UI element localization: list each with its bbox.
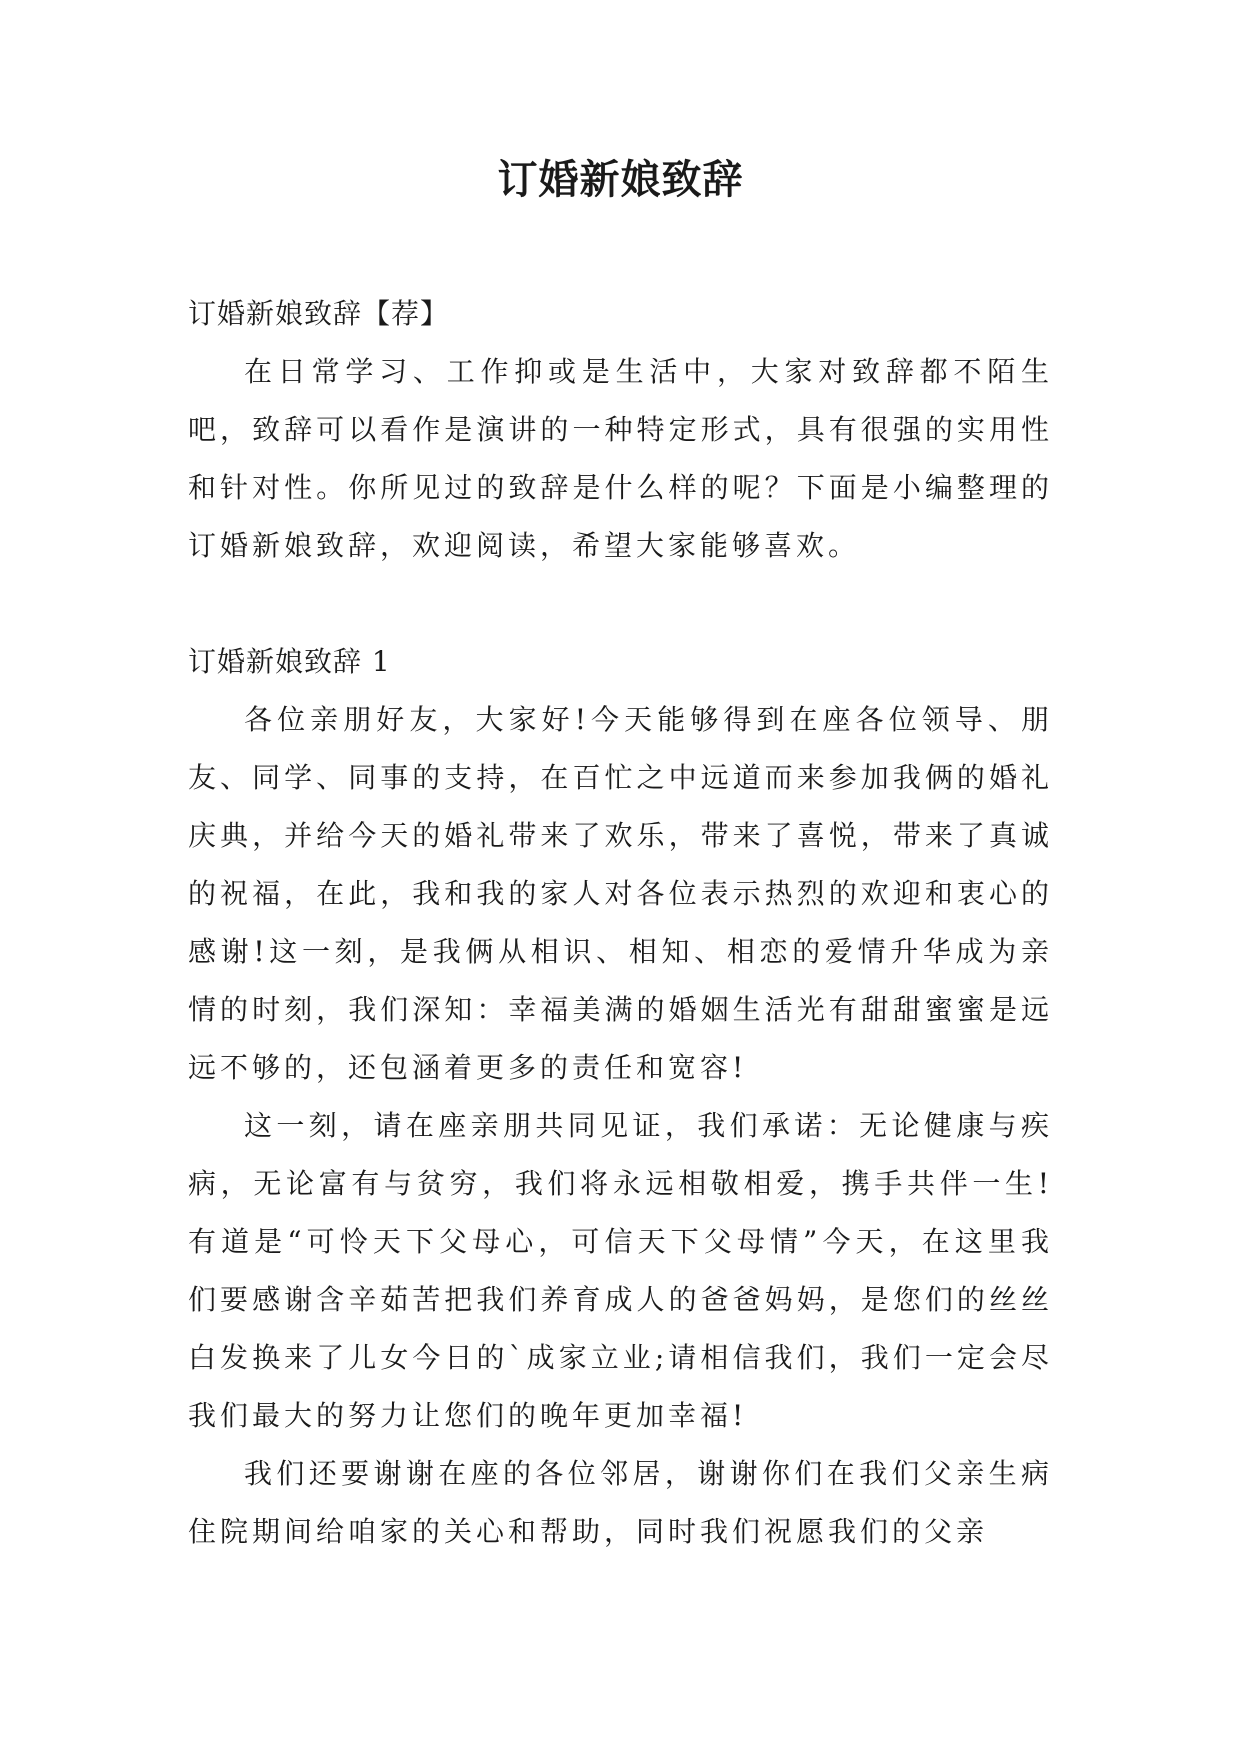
section-heading: 订婚新娘致辞 1 [188, 645, 391, 678]
document-body [188, 285, 1053, 1561]
section-paragraph-3: 我们还要谢谢在座的各位邻居，谢谢你们在我们父亲生病住院期间给咱家的关心和帮助，同时我们祝愿我们的父亲 [188, 1457, 1053, 1548]
document-title: 订婚新娘致辞 [497, 157, 744, 203]
intro-heading: 订婚新娘致辞【荐】 [188, 297, 450, 330]
section-paragraph-2: 这一刻，请在座亲朋共同见证，我们承诺：无论健康与疾病，无论富有与贫穷，我们将永远相敬相爱，携手共伴一生!有道是“可怜天下父母心，可信天下父母情”今天，在这里我们要感谢含辛茹苦把我们养育成人的爸爸妈妈，是您们的丝丝白发换来了儿女今日的`成家立业;请相信我们，我们一定会尽我们最大的努力让您们的晚年更加幸福! [188, 1109, 1053, 1432]
section-paragraph-1: 各位亲朋好友，大家好!今天能够得到在座各位领导、朋友、同学、同事的支持，在百忙之中远道而来参加我俩的婚礼庆典，并给今天的婚礼带来了欢乐，带来了喜悦，带来了真诚的祝福，在此，我和我的家人对各位表示热烈的欢迎和衷心的感谢!这一刻，是我俩从相识、相知、相恋的爱情升华成为亲情的时刻，我们深知：幸福美满的婚姻生活光有甜甜蜜蜜是远远不够的，还包涵着更多的责任和宽容! [188, 703, 1053, 1084]
intro-paragraph: 在日常学习、工作抑或是生活中，大家对致辞都不陌生吧，致辞可以看作是演讲的一种特定形式，具有很强的实用性和针对性。你所见过的致辞是什么样的呢？下面是小编整理的订婚新娘致辞，欢迎阅读，希望大家能够喜欢。 [188, 355, 1053, 562]
section-spacer [188, 575, 1053, 633]
